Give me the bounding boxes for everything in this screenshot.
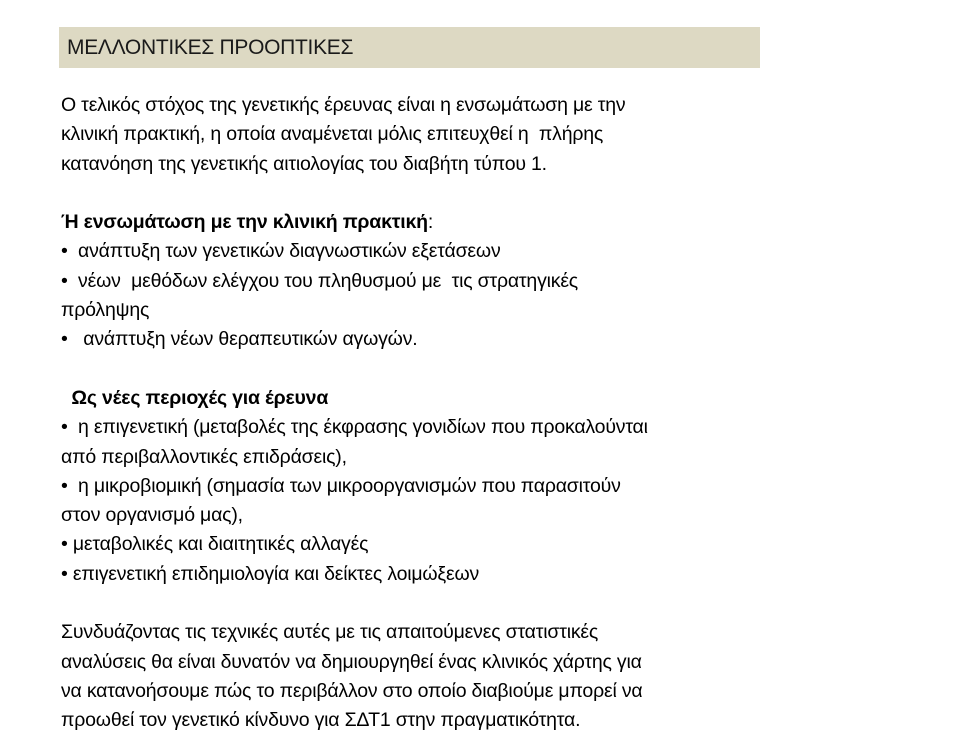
conclusion-line: προωθεί τον γενετικό κίνδυνο για ΣΔΤ1 στην πραγματικότητα. [61, 709, 581, 732]
conclusion-line: αναλύσεις θα είναι δυνατόν να δημιουργηθεί ένας κλινικός χάρτης για [61, 650, 642, 673]
integration-item: πρόληψης [61, 299, 150, 322]
intro-line: κατανόηση της γενετικής αιτιολογίας του διαβήτη τύπου 1. [61, 152, 547, 175]
integration-heading-line [61, 208, 921, 237]
slide-title: ΜΕΛΛΟΝΤΙΚΕΣ ΠΡΟΟΠΤΙΚΕΣ [67, 35, 354, 59]
intro-line: κλινική πρακτική, η οποία αναμένεται μόλις επιτευχθεί η πλήρης [61, 123, 604, 146]
integration-item: • ανάπτυξη νέων θεραπευτικών αγωγών. [61, 328, 418, 351]
integration-item: • ανάπτυξη των γενετικών διαγνωστικών εξετάσεων [61, 240, 501, 263]
spacer [61, 589, 921, 618]
slide-title-bar [59, 27, 760, 68]
research-item: • μεταβολικές και διαιτητικές αλλαγές [61, 533, 369, 556]
slide-body [61, 91, 921, 736]
research-heading: Ως νέες περιοχές για έρευνα [61, 386, 329, 409]
spacer [61, 355, 921, 384]
research-item: • η μικροβιομική (σημασία των μικροοργανισμών που παρασιτούν [61, 474, 621, 497]
spacer [61, 179, 921, 208]
research-item: • η επιγενετική (μεταβολές της έκφρασης γονιδίων που προκαλούνται [61, 416, 648, 439]
research-item: στον οργανισμό μας), [61, 504, 243, 527]
research-item: από περιβαλλοντικές επιδράσεις), [61, 445, 347, 468]
conclusion-line: Συνδυάζοντας τις τεχνικές αυτές με τις απαιτούμενες στατιστικές [61, 621, 599, 644]
integration-heading: Ή ενσωμάτωση με την κλινική πρακτική [61, 211, 428, 234]
integration-heading-colon: : [427, 211, 434, 234]
integration-item: • νέων μεθόδων ελέγχου του πληθυσμού με τις στρατηγικές [61, 269, 579, 292]
conclusion-line: να κατανοήσουμε πώς το περιβάλλον στο οποίο διαβιούμε μπορεί να [61, 679, 643, 702]
research-item: • επιγενετική επιδημιολογία και δείκτες λοιμώξεων [61, 562, 480, 585]
intro-line: Ο τελικός στόχος της γενετικής έρευνας είναι η ενσωμάτωση με την [61, 94, 626, 116]
